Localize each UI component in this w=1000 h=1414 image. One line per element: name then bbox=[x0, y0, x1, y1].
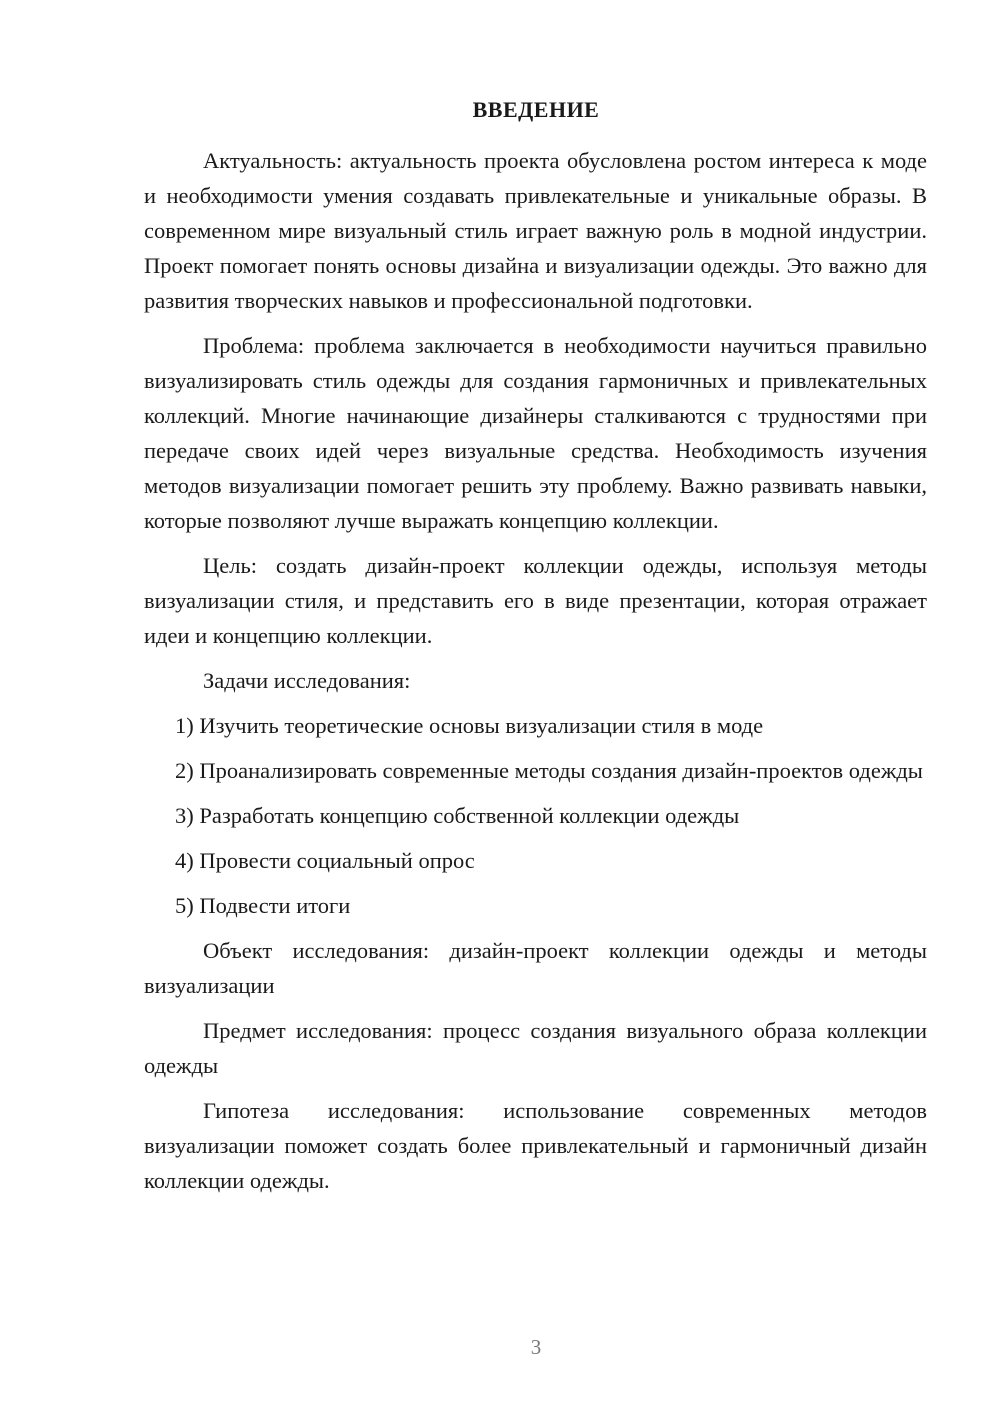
tasks-heading: Задачи исследования: bbox=[203, 668, 411, 693]
list-item: 4) Провести социальный опрос bbox=[175, 848, 475, 873]
relevance-paragraph: Актуальность: актуальность проекта обусловлена ростом интереса к моде и необходимости умения создавать привлекательные и уникальные образы. В современном мире визуальный стиль играет важную роль в модной индустрии. Проект помогает понять основы дизайна и визуализации одежды. Это важно для развития творческих навыков и профессиональной подготовки. bbox=[144, 148, 927, 313]
subject-paragraph: Предмет исследования: процесс создания визуального образа коллекции одежды bbox=[144, 1018, 927, 1078]
list-item: 3) Разработать концепцию собственной коллекции одежды bbox=[175, 803, 740, 828]
problem-paragraph: Проблема: проблема заключается в необходимости научиться правильно визуализировать стиль одежды для создания гармоничных и привлекательных коллекций. Многие начинающие дизайнеры сталкиваются с трудностями при передаче своих идей через визуальные средства. Необходимость изучения методов визуализации помогает решить эту проблему. Важно развивать навыки, которые позволяют лучше выражать концепцию коллекции. bbox=[144, 333, 927, 533]
hypothesis-paragraph: Гипотеза исследования: использование современных методов визуализации поможет создать более привлекательный и гармоничный дизайн коллекции одежды. bbox=[144, 1098, 927, 1193]
list-item: 2) Проанализировать современные методы создания дизайн-проектов одежды bbox=[175, 758, 923, 783]
page-title: ВВЕДЕНИЕ bbox=[472, 97, 600, 122]
goal-paragraph: Цель: создать дизайн-проект коллекции одежды, используя методы визуализации стиля, и представить его в виде презентации, которая отражает идеи и концепцию коллекции. bbox=[144, 553, 927, 648]
tasks-list bbox=[144, 708, 927, 923]
list-item: 5) Подвести итоги bbox=[175, 893, 351, 918]
page-body bbox=[144, 143, 927, 1198]
page-number: 3 bbox=[530, 1335, 542, 1359]
list-item: 1) Изучить теоретические основы визуализации стиля в моде bbox=[175, 713, 764, 738]
object-paragraph: Объект исследования: дизайн-проект коллекции одежды и методы визуализации bbox=[144, 938, 927, 998]
